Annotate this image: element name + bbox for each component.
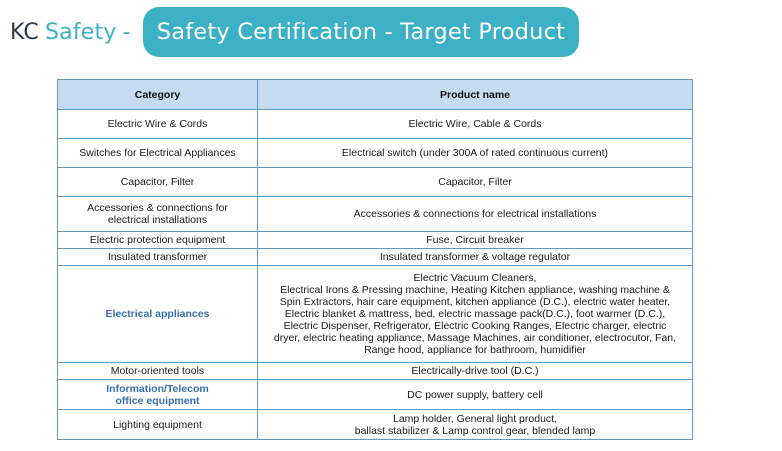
certification-table	[57, 79, 693, 440]
table-row	[58, 363, 693, 380]
brand-kc: KC	[10, 19, 39, 45]
product-line: Electrically-drive tool (D.C.)	[411, 365, 539, 377]
category-cell: Lighting equipment	[58, 410, 258, 440]
product-line: Electrical Irons & Pressing machine, Heating Kitchen appliance, washing machine &	[280, 284, 670, 296]
product-line: Electric blanket & mattress, bed, electric massage pack(D.C.), foot warmer (D.C.),	[284, 308, 666, 320]
product-cell	[258, 197, 693, 232]
table-row	[58, 410, 693, 440]
product-cell	[258, 139, 693, 168]
brand-safety: Safety	[45, 19, 117, 45]
table-row	[58, 168, 693, 197]
column-header-product-name: Product name	[258, 80, 693, 110]
product-line: Range hood, appliance for bathroom, humidifier	[364, 344, 586, 356]
category-line: Accessories & connections for	[87, 202, 228, 214]
product-line: Lamp holder, General light product,	[392, 412, 558, 425]
product-line: Electrical switch (under 300A of rated continuous current)	[341, 147, 609, 159]
product-cell	[258, 249, 693, 266]
table-row	[58, 232, 693, 249]
table-row	[58, 266, 693, 363]
category-cell: Electric Wire & Cords	[58, 110, 258, 139]
table-row	[58, 197, 693, 232]
category-cell	[58, 197, 258, 232]
category-cell: Switches for Electrical Appliances	[58, 139, 258, 168]
product-line: Accessories & connections for electrical installations	[353, 208, 597, 220]
product-cell	[258, 168, 693, 197]
product-line: Capacitor, Filter	[438, 176, 512, 188]
table-row	[58, 110, 693, 139]
product-cell	[258, 110, 693, 139]
table-row	[58, 139, 693, 168]
product-line: Electric Vacuum Cleaners,	[413, 272, 537, 284]
product-line: dryer, electric heating appliance, Massage Machines, air conditioner, electrocutor, Fan,	[273, 332, 677, 344]
product-line: DC power supply, battery cell	[407, 388, 543, 401]
category-cell: Electrical appliances	[58, 266, 258, 363]
product-line: Electric Wire, Cable & Cords	[408, 118, 542, 130]
table-row	[58, 249, 693, 266]
category-line: office equipment	[115, 394, 200, 407]
category-line: electrical installations	[107, 214, 208, 226]
product-line: Fuse, Circuit breaker	[426, 234, 524, 246]
product-cell	[258, 380, 693, 410]
category-cell	[58, 380, 258, 410]
product-line: ballast stabilizer & Lamp control gear, blended lamp	[354, 424, 596, 437]
product-line: Electric Dispenser, Refrigerator, Electric Cooking Ranges, Electric charger, electric	[283, 320, 667, 332]
category-cell: Insulated transformer	[58, 249, 258, 266]
category-cell: Motor-oriented tools	[58, 363, 258, 380]
category-cell: Capacitor, Filter	[58, 168, 258, 197]
product-cell	[258, 266, 693, 363]
category-cell: Electric protection equipment	[58, 232, 258, 249]
product-line: Insulated transformer & voltage regulator	[379, 251, 571, 263]
page-title: Safety Certification - Target Product	[143, 7, 579, 57]
page-header	[10, 6, 579, 58]
product-line: Spin Extractors, hair care equipment, kitchen appliance (D.C.), electric water heater,	[279, 296, 671, 308]
product-cell	[258, 410, 693, 440]
category-line: Information/Telecom	[106, 382, 209, 395]
column-header-category: Category	[58, 80, 258, 110]
product-cell	[258, 363, 693, 380]
product-cell	[258, 232, 693, 249]
table-header-row	[58, 80, 693, 110]
brand-dash: -	[122, 19, 131, 45]
table-row	[58, 380, 693, 410]
